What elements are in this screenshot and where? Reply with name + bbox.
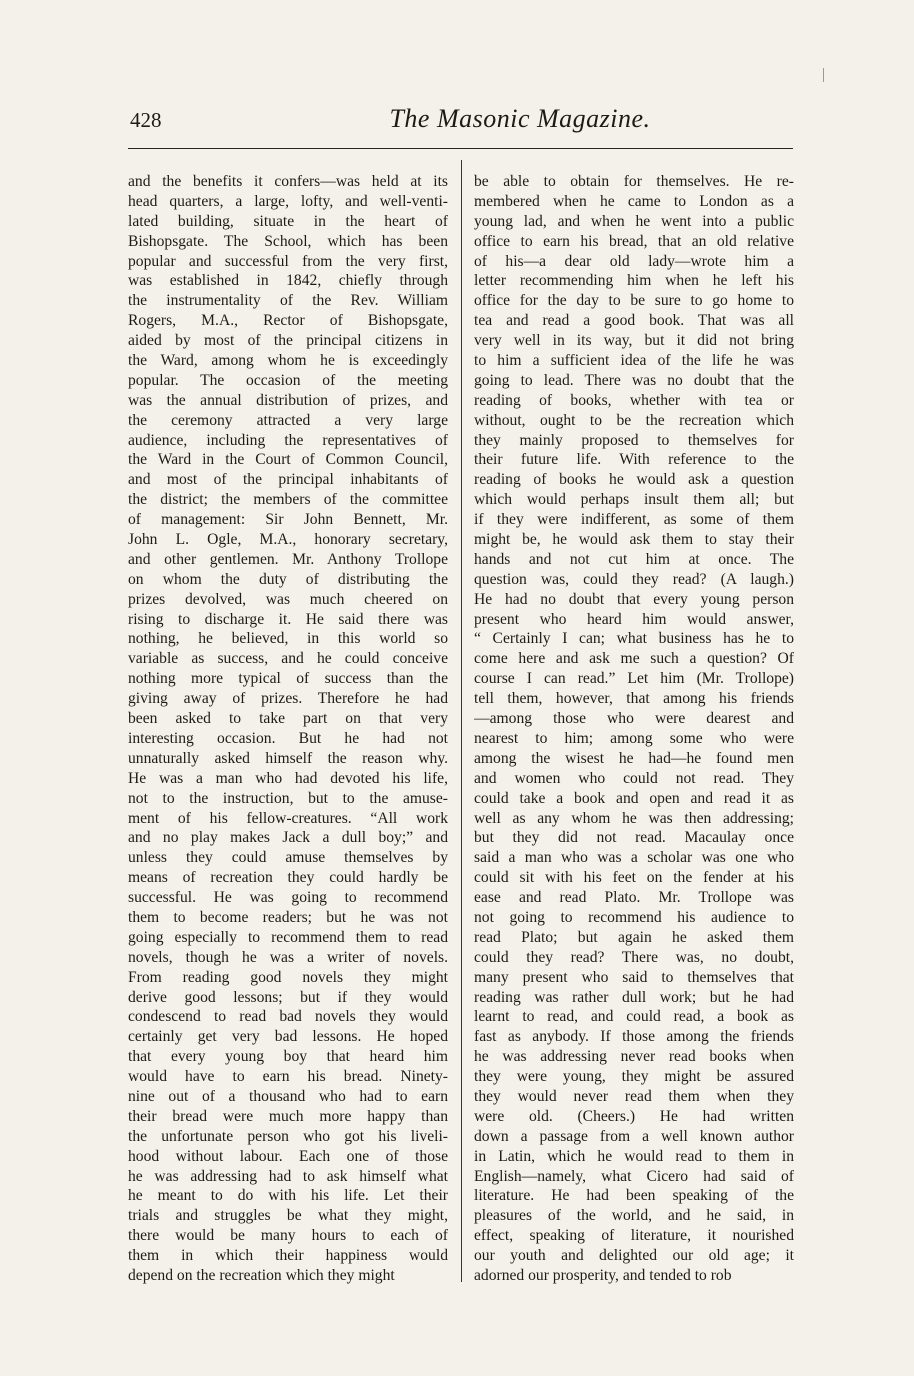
text-line: very well in its way, but it did not bring — [474, 332, 794, 350]
text-line: unless they could amuse themselves by — [128, 849, 448, 867]
text-line: course I can read.” Let him (Mr. Trollope) — [474, 670, 794, 688]
text-line: Bishopsgate. The School, which has been — [128, 232, 448, 250]
text-line: audience, including the representatives of — [128, 431, 448, 449]
text-line: and most of the principal inhabitants of — [128, 471, 448, 489]
text-line: reading of books, whether with tea or — [474, 391, 794, 409]
text-line: would have to earn his bread. Ninety- — [128, 1068, 448, 1086]
text-line: —among those who were dearest and — [474, 710, 794, 728]
text-line: but they did not read. Macaulay once — [474, 829, 794, 847]
text-line: our youth and delighted our old age; it — [474, 1247, 794, 1265]
text-line: effect, speaking of literature, it nourished — [474, 1227, 794, 1245]
text-line: ment of his fellow-creatures. “All work — [128, 809, 448, 827]
text-line: unnaturally asked himself the reason why. — [128, 749, 448, 767]
text-line: among the wisest he had—he found men — [474, 749, 794, 767]
text-line: not to the instruction, but to the amuse- — [128, 789, 448, 807]
text-line: Rogers, M.A., Rector of Bishopsgate, — [128, 312, 448, 330]
text-line: on whom the duty of distributing the — [128, 570, 448, 588]
text-line: office for the day to be sure to go home to — [474, 292, 794, 310]
page-edge-mark — [823, 68, 824, 82]
text-line: successful. He was going to recommend — [128, 889, 448, 907]
text-line: come here and ask me such a question? Of — [474, 650, 794, 668]
text-line: John L. Ogle, M.A., honorary secretary, — [128, 531, 448, 549]
text-line: could take a book and open and read it as — [474, 789, 794, 807]
text-line: and no play makes Jack a dull boy;” and — [128, 829, 448, 847]
text-line: many present who said to themselves that — [474, 968, 794, 986]
text-line: which would perhaps insult them all; but — [474, 491, 794, 509]
text-line: tea and read a good book. That was all — [474, 312, 794, 330]
text-line: they were young, they might be assured — [474, 1068, 794, 1086]
text-line: he was addressing never read books when — [474, 1048, 794, 1066]
text-line: He had no doubt that every young person — [474, 590, 794, 608]
text-line: were old. (Cheers.) He had written — [474, 1107, 794, 1125]
text-line: trials and struggles be what they might, — [128, 1207, 448, 1225]
column-divider — [461, 160, 462, 1282]
text-line: popular and successful from the very first, — [128, 252, 448, 270]
text-line: he was addressing had to ask himself what — [128, 1167, 448, 1185]
text-line: to him a sufficient idea of the life he was — [474, 352, 794, 370]
text-line: in Latin, which he would read to them in — [474, 1147, 794, 1165]
text-line: novels, though he was a writer of novels. — [128, 948, 448, 966]
header-rule — [128, 148, 793, 149]
text-line: without, ought to be the recreation which — [474, 411, 794, 429]
text-line: of management: Sir John Bennett, Mr. — [128, 511, 448, 529]
text-line: not going to recommend his audience to — [474, 908, 794, 926]
text-line: there would be many hours to each of — [128, 1227, 448, 1245]
text-line: present who heard him would answer, — [474, 610, 794, 628]
text-line: ease and read Plato. Mr. Trollope was — [474, 889, 794, 907]
text-line: read Plato; but again he asked them — [474, 928, 794, 946]
text-line: he meant to do with his life. Let their — [128, 1187, 448, 1205]
text-line: nothing more typical of success than the — [128, 670, 448, 688]
text-line: was the annual distribution of prizes, and — [128, 391, 448, 409]
text-line: He was a man who had devoted his life, — [128, 769, 448, 787]
text-line: office to earn his bread, that an old relative — [474, 232, 794, 250]
text-line: prizes devolved, was much cheered on — [128, 590, 448, 608]
text-line: reading of books he would ask a question — [474, 471, 794, 489]
text-line: learnt to read, and could read, a book as — [474, 1008, 794, 1026]
text-line: was established in 1842, chiefly through — [128, 272, 448, 290]
running-title: The Masonic Magazine. — [389, 104, 651, 133]
text-line: derive good lessons; but if they would — [128, 988, 448, 1006]
text-line: of his—a dear old lady—wrote him a — [474, 252, 794, 270]
text-line: literature. He had been speaking of the — [474, 1187, 794, 1205]
text-line: down a passage from a well known author — [474, 1127, 794, 1145]
text-line: “ Certainly I can; what business has he to — [474, 630, 794, 648]
right-column — [474, 172, 794, 1286]
text-line: that every young boy that heard him — [128, 1048, 448, 1066]
text-line: reading was rather dull work; but he had — [474, 988, 794, 1006]
text-line: going especially to recommend them to read — [128, 928, 448, 946]
text-line: their bread were much more happy than — [128, 1107, 448, 1125]
text-line: lated building, situate in the heart of — [128, 212, 448, 230]
text-line: adorned our prosperity, and tended to rob — [474, 1266, 732, 1284]
text-line: and other gentlemen. Mr. Anthony Trollope — [128, 550, 448, 568]
text-line: they mainly proposed to themselves for — [474, 431, 794, 449]
text-line: their future life. With reference to the — [474, 451, 794, 469]
text-line: rising to discharge it. He said there was — [128, 610, 448, 628]
text-line: might be, he would ask them to stay their — [474, 531, 794, 549]
text-line: the district; the members of the committee — [128, 491, 448, 509]
text-line: been asked to take part on that very — [128, 710, 448, 728]
text-line: hood without labour. Each one of those — [128, 1147, 448, 1165]
text-line: them in which their happiness would — [128, 1247, 448, 1265]
text-line: fast as anybody. If those among the friends — [474, 1028, 794, 1046]
text-line: depend on the recreation which they might — [128, 1266, 395, 1284]
text-line: well as any whom he was then addressing; — [474, 809, 794, 827]
text-line: young lad, and when he went into a public — [474, 212, 794, 230]
text-line: giving away of prizes. Therefore he had — [128, 690, 448, 708]
text-line: From reading good novels they might — [128, 968, 448, 986]
text-line: letter recommending him when he left his — [474, 272, 794, 290]
text-line: the unfortunate person who got his liveli- — [128, 1127, 448, 1145]
text-line: means of recreation they could hardly be — [128, 869, 448, 887]
text-line: interesting occasion. But he had not — [128, 729, 448, 747]
text-line: nothing, he believed, in this world so — [128, 630, 448, 648]
text-line: the Ward in the Court of Common Council, — [128, 451, 448, 469]
text-line: head quarters, a large, lofty, and well-venti- — [128, 192, 448, 210]
text-line: variable as success, and he could conceive — [128, 650, 448, 668]
text-line: could they read? There was, no doubt, — [474, 948, 794, 966]
text-line: if they were indifferent, as some of them — [474, 511, 794, 529]
text-line: be able to obtain for themselves. He re- — [474, 173, 794, 190]
text-line: nearest to him; among some who were — [474, 729, 794, 747]
left-column — [128, 172, 448, 1286]
text-line: could sit with his feet on the fender at his — [474, 869, 794, 887]
text-line: popular. The occasion of the meeting — [128, 371, 448, 389]
text-line: going to lead. There was no doubt that the — [474, 371, 794, 389]
text-line: certainly get very bad lessons. He hoped — [128, 1028, 448, 1046]
text-line: membered when he came to London as a — [474, 192, 794, 210]
text-line: the instrumentality of the Rev. William — [128, 292, 448, 310]
page-number: 428 — [130, 108, 162, 132]
text-line: tell them, however, that among his friends — [474, 690, 794, 708]
text-line: hands and not cut him at once. The — [474, 550, 794, 568]
text-line: nine out of a thousand who had to earn — [128, 1087, 448, 1105]
text-line: English—namely, what Cicero had said of — [474, 1167, 794, 1185]
text-line: question was, could they read? (A laugh.) — [474, 570, 794, 588]
text-line: the Ward, among whom he is exceedingly — [128, 352, 448, 370]
text-line: pleasures of the world, and he said, in — [474, 1207, 794, 1225]
text-line: said a man who was a scholar was one who — [474, 849, 794, 867]
text-line: and the benefits it confers—was held at its — [128, 173, 448, 190]
text-line: the ceremony attracted a very large — [128, 411, 448, 429]
text-line: and women who could not read. They — [474, 769, 794, 787]
text-line: them to become readers; but he was not — [128, 908, 448, 926]
text-line: aided by most of the principal citizens in — [128, 332, 448, 350]
text-line: they would never read them when they — [474, 1087, 794, 1105]
text-line: condescend to read bad novels they would — [128, 1008, 448, 1026]
